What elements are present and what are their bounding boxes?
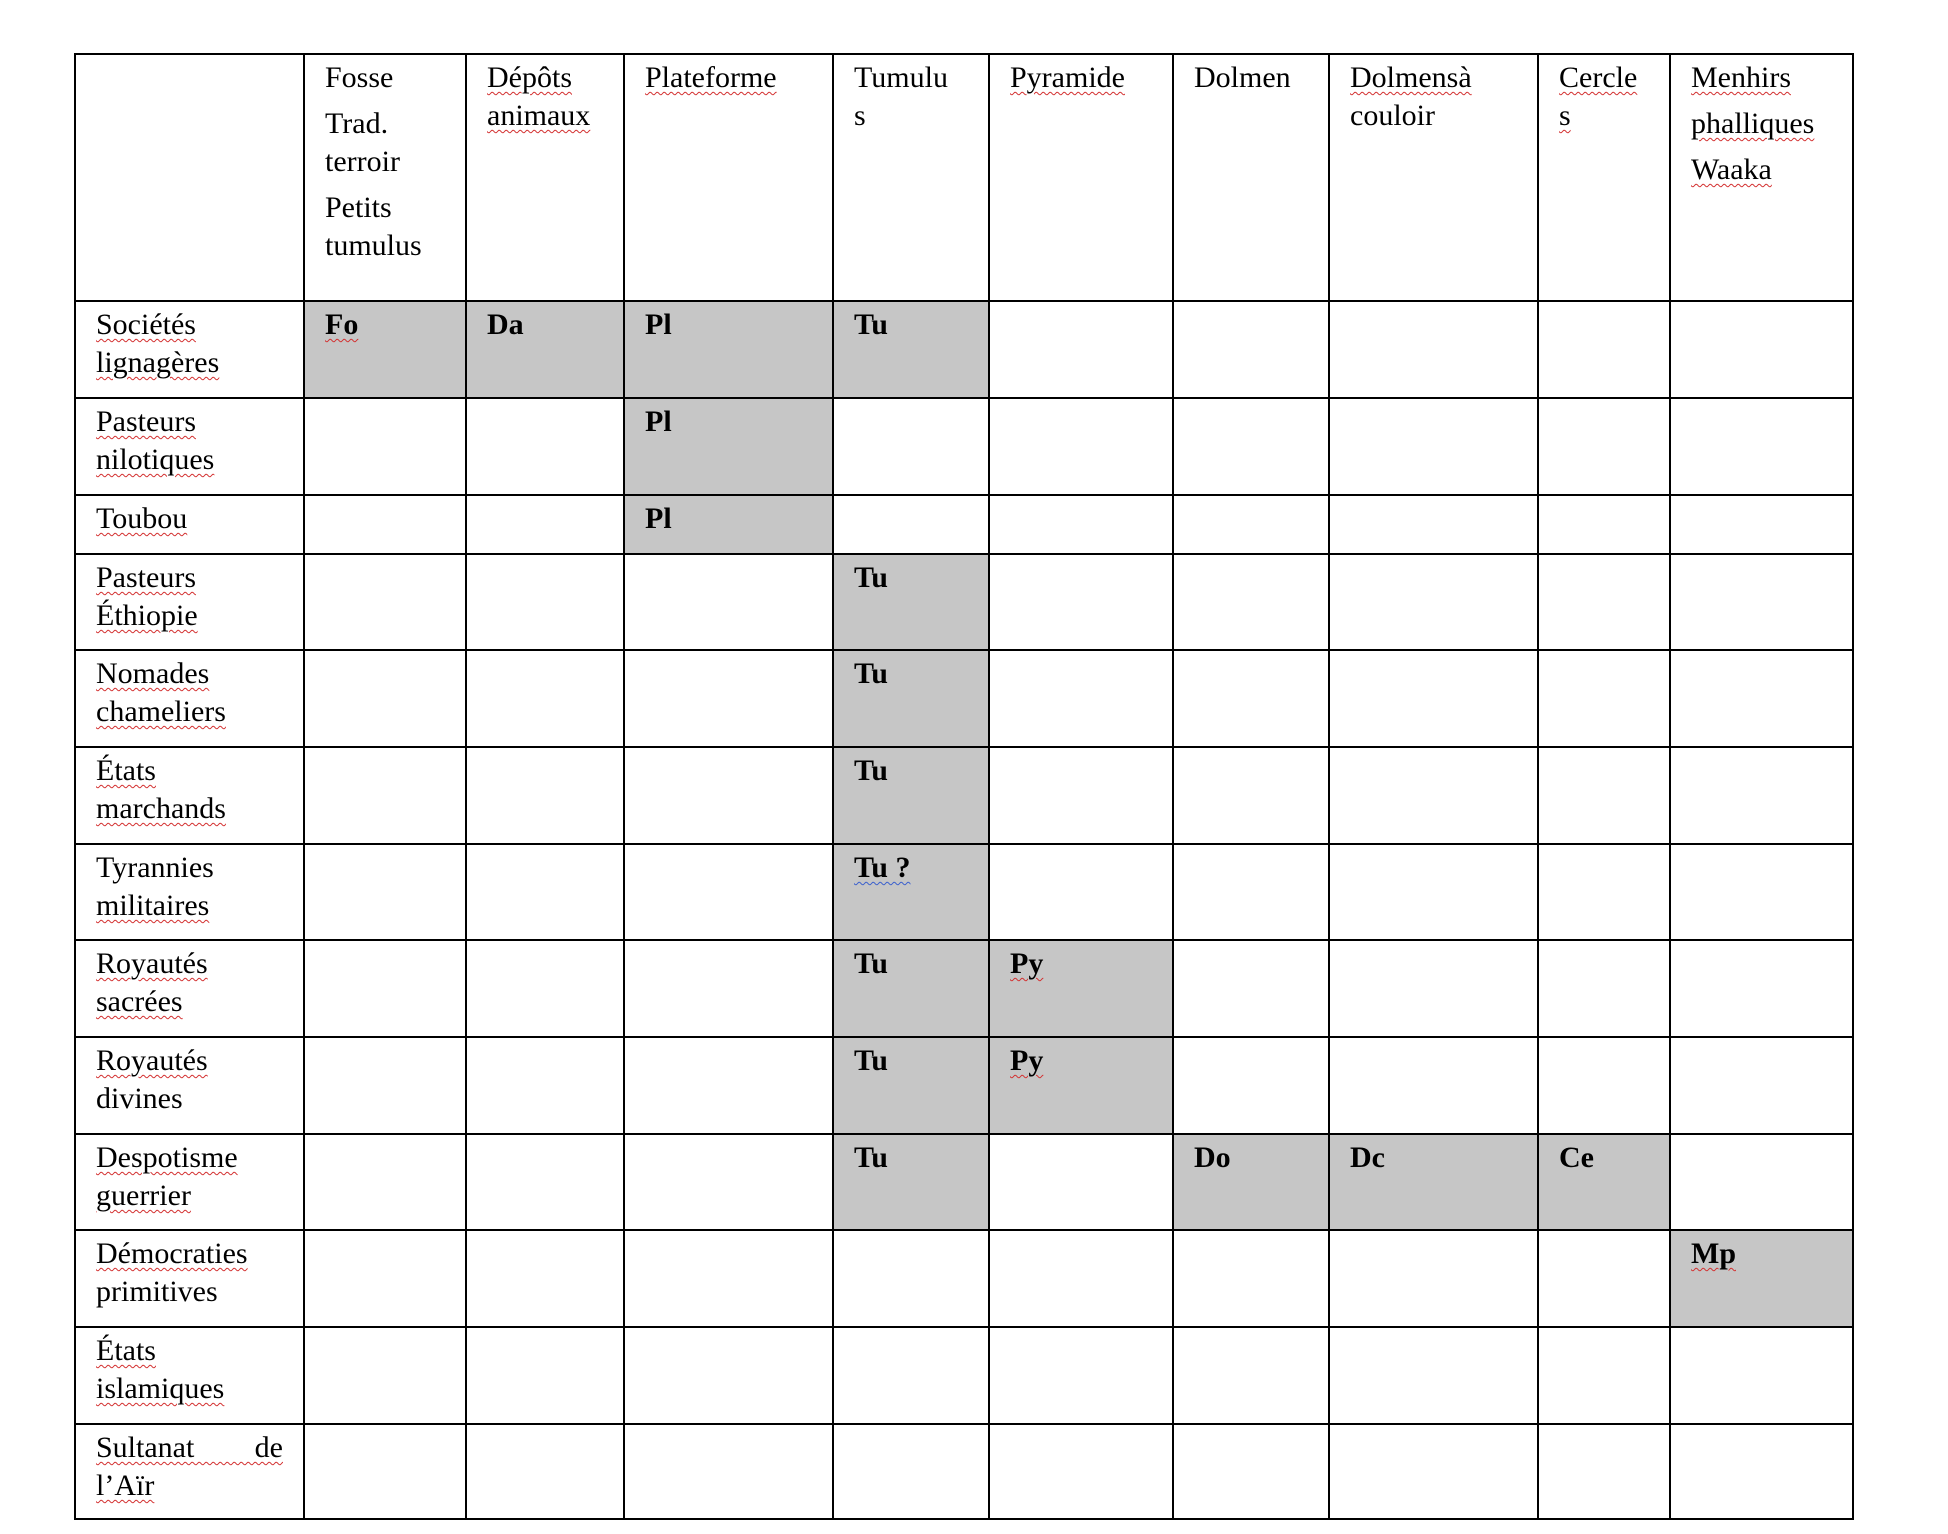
row-label-line: Pasteurs bbox=[96, 561, 196, 594]
row-label bbox=[75, 554, 304, 650]
row-label-line: Toubou bbox=[96, 502, 188, 535]
table-cell bbox=[1173, 650, 1329, 747]
table-cell bbox=[1173, 1037, 1329, 1134]
table-cell bbox=[1670, 1134, 1853, 1230]
table-cell bbox=[1670, 844, 1853, 940]
row-label bbox=[75, 1424, 304, 1519]
header-line: Menhirs bbox=[1691, 61, 1791, 94]
table-cell bbox=[1329, 398, 1538, 495]
cell-mark: Py bbox=[1010, 947, 1044, 980]
col-header-dolmens-couloir bbox=[1329, 54, 1538, 301]
table-cell bbox=[1329, 940, 1538, 1037]
row-label-line: sacrées bbox=[96, 985, 183, 1018]
table-cell bbox=[1670, 1230, 1853, 1327]
table-cell bbox=[624, 844, 833, 940]
table-cell bbox=[624, 940, 833, 1037]
table-cell bbox=[1329, 1037, 1538, 1134]
row-label-line: divines bbox=[96, 1082, 183, 1115]
table-cell bbox=[466, 398, 624, 495]
corner-cell bbox=[75, 54, 304, 301]
cell-mark: Tu bbox=[854, 657, 888, 690]
col-header-depots bbox=[466, 54, 624, 301]
cell-mark: Pl bbox=[645, 502, 672, 535]
table-cell bbox=[624, 1327, 833, 1424]
row-label-line: militaires bbox=[96, 889, 210, 922]
row-label-line: primitives bbox=[96, 1275, 218, 1308]
header-line: s bbox=[854, 99, 866, 132]
table-row bbox=[75, 1327, 1853, 1424]
table-cell bbox=[833, 398, 989, 495]
table-cell bbox=[624, 554, 833, 650]
table-cell bbox=[833, 650, 989, 747]
table-cell bbox=[1538, 554, 1670, 650]
cell-mark: Tu bbox=[854, 1141, 888, 1174]
table-cell bbox=[833, 1037, 989, 1134]
cell-mark: Pl bbox=[645, 405, 672, 438]
header-line: Petits bbox=[325, 191, 392, 224]
header-line: s bbox=[1559, 99, 1571, 132]
table-cell bbox=[1670, 940, 1853, 1037]
row-label bbox=[75, 1327, 304, 1424]
table-row bbox=[75, 1230, 1853, 1327]
row-label-line: Éthiopie bbox=[96, 599, 198, 632]
table-cell bbox=[1538, 301, 1670, 398]
table-cell bbox=[1670, 495, 1853, 554]
table-cell bbox=[304, 650, 466, 747]
row-label-line: Royautés bbox=[96, 947, 208, 980]
table-cell bbox=[989, 1230, 1173, 1327]
cell-mark: Ce bbox=[1559, 1141, 1594, 1174]
table-cell bbox=[624, 495, 833, 554]
table-row bbox=[75, 650, 1853, 747]
table-cell bbox=[1173, 1327, 1329, 1424]
col-header-pyramide bbox=[989, 54, 1173, 301]
row-label-line: lignagères bbox=[96, 346, 220, 379]
table-cell bbox=[466, 1230, 624, 1327]
table-cell bbox=[833, 1424, 989, 1519]
table-cell bbox=[304, 301, 466, 398]
table-cell bbox=[989, 747, 1173, 844]
table-cell bbox=[989, 1327, 1173, 1424]
table-cell bbox=[624, 1134, 833, 1230]
table-cell bbox=[466, 747, 624, 844]
row-label bbox=[75, 940, 304, 1037]
table-cell bbox=[466, 1134, 624, 1230]
cell-mark: Da bbox=[487, 308, 524, 341]
col-header-dolmen bbox=[1173, 54, 1329, 301]
header-line: couloir bbox=[1350, 99, 1435, 132]
col-header-tumulus bbox=[833, 54, 989, 301]
row-label-line: nilotiques bbox=[96, 443, 215, 476]
cell-mark: Tu bbox=[854, 754, 888, 787]
row-label bbox=[75, 650, 304, 747]
header-line: Cercle bbox=[1559, 61, 1638, 94]
table-cell bbox=[1173, 554, 1329, 650]
table-row bbox=[75, 495, 1853, 554]
row-label-line: Despotisme bbox=[96, 1141, 238, 1174]
table-cell bbox=[833, 940, 989, 1037]
table-cell bbox=[833, 1230, 989, 1327]
header-line: Plateforme bbox=[645, 61, 777, 94]
table-cell bbox=[1538, 1134, 1670, 1230]
table-cell bbox=[466, 1037, 624, 1134]
table-cell bbox=[1670, 1327, 1853, 1424]
table-cell bbox=[304, 747, 466, 844]
table-cell bbox=[1670, 301, 1853, 398]
table-cell bbox=[304, 554, 466, 650]
header-row bbox=[75, 54, 1853, 301]
table-cell bbox=[1329, 650, 1538, 747]
cell-mark: Dc bbox=[1350, 1141, 1385, 1174]
row-label-line: l’Aïr bbox=[96, 1469, 155, 1502]
table-cell bbox=[304, 1037, 466, 1134]
table-cell bbox=[989, 940, 1173, 1037]
row-label-line: Démocraties bbox=[96, 1237, 248, 1270]
table-cell bbox=[833, 1327, 989, 1424]
row-label-line: chameliers bbox=[96, 695, 226, 728]
table-row bbox=[75, 940, 1853, 1037]
cell-mark: Py bbox=[1010, 1044, 1044, 1077]
table-row bbox=[75, 844, 1853, 940]
table-cell bbox=[1329, 1327, 1538, 1424]
table-cell bbox=[1670, 398, 1853, 495]
table-row bbox=[75, 1037, 1853, 1134]
table-cell bbox=[466, 1327, 624, 1424]
table-cell bbox=[624, 1230, 833, 1327]
table-cell bbox=[833, 1134, 989, 1230]
table-cell bbox=[1173, 1424, 1329, 1519]
table-cell bbox=[466, 301, 624, 398]
table-cell bbox=[304, 495, 466, 554]
row-label-line: Royautés bbox=[96, 1044, 208, 1077]
cell-mark: Tu bbox=[854, 1044, 888, 1077]
row-label-line: Nomades bbox=[96, 657, 210, 690]
table-cell bbox=[1329, 554, 1538, 650]
table-cell bbox=[624, 1037, 833, 1134]
table-cell bbox=[1670, 747, 1853, 844]
monument-society-table bbox=[74, 53, 1854, 1520]
table-row bbox=[75, 554, 1853, 650]
row-label bbox=[75, 398, 304, 495]
table-cell bbox=[1538, 844, 1670, 940]
table-cell bbox=[304, 398, 466, 495]
row-label bbox=[75, 1037, 304, 1134]
row-label-line: États bbox=[96, 754, 156, 787]
table-cell bbox=[989, 1424, 1173, 1519]
table-cell bbox=[304, 1424, 466, 1519]
table-cell bbox=[1670, 554, 1853, 650]
header-line: Dolmen bbox=[1194, 61, 1291, 94]
table-cell bbox=[304, 844, 466, 940]
table-cell bbox=[1538, 747, 1670, 844]
row-label bbox=[75, 1134, 304, 1230]
cell-mark: Pl bbox=[645, 308, 672, 341]
row-label-line: Sultanat de bbox=[96, 1431, 283, 1464]
table-cell bbox=[1538, 940, 1670, 1037]
header-line: Tumulu bbox=[854, 61, 948, 94]
cell-mark: Tu bbox=[854, 947, 888, 980]
table-cell bbox=[466, 650, 624, 747]
row-label bbox=[75, 844, 304, 940]
table-cell bbox=[624, 301, 833, 398]
table-cell bbox=[304, 1134, 466, 1230]
row-label-line: guerrier bbox=[96, 1179, 191, 1212]
table-cell bbox=[624, 1424, 833, 1519]
table-cell bbox=[1538, 1327, 1670, 1424]
table-row bbox=[75, 1134, 1853, 1230]
table-cell bbox=[1670, 650, 1853, 747]
table-cell bbox=[624, 398, 833, 495]
table-cell bbox=[1538, 398, 1670, 495]
row-label bbox=[75, 301, 304, 398]
col-header-plateforme bbox=[624, 54, 833, 301]
table-cell bbox=[1670, 1037, 1853, 1134]
header-line: tumulus bbox=[325, 229, 422, 262]
table-cell bbox=[1173, 495, 1329, 554]
table-cell bbox=[989, 398, 1173, 495]
header-line: phalliques bbox=[1691, 107, 1815, 140]
table-cell bbox=[1538, 1424, 1670, 1519]
table-cell bbox=[1173, 398, 1329, 495]
table-cell bbox=[1329, 747, 1538, 844]
cell-mark: Tu bbox=[854, 308, 888, 341]
table-cell bbox=[1538, 1037, 1670, 1134]
table-cell bbox=[833, 301, 989, 398]
header-line: Pyramide bbox=[1010, 61, 1125, 94]
col-header-menhirs bbox=[1670, 54, 1853, 301]
table-cell bbox=[466, 940, 624, 1037]
table-cell bbox=[304, 940, 466, 1037]
table-cell bbox=[1329, 1134, 1538, 1230]
table-cell bbox=[989, 495, 1173, 554]
cell-mark: Fo bbox=[325, 308, 359, 341]
row-label-line: Pasteurs bbox=[96, 405, 196, 438]
table-cell bbox=[466, 844, 624, 940]
row-label bbox=[75, 747, 304, 844]
table-cell bbox=[624, 747, 833, 844]
table-cell bbox=[833, 495, 989, 554]
table-cell bbox=[1173, 940, 1329, 1037]
table-cell bbox=[1670, 1424, 1853, 1519]
table-cell bbox=[466, 1424, 624, 1519]
col-header-cercles bbox=[1538, 54, 1670, 301]
row-label bbox=[75, 495, 304, 554]
row-label-line: islamiques bbox=[96, 1372, 225, 1405]
table-cell bbox=[1538, 495, 1670, 554]
table-cell bbox=[304, 1327, 466, 1424]
table-cell bbox=[989, 301, 1173, 398]
header-line: Dolmensà bbox=[1350, 61, 1472, 94]
table-cell bbox=[989, 554, 1173, 650]
table-cell bbox=[466, 554, 624, 650]
table-cell bbox=[1173, 747, 1329, 844]
cell-mark: Mp bbox=[1691, 1237, 1736, 1270]
table-cell bbox=[1329, 301, 1538, 398]
table-cell bbox=[1329, 1230, 1538, 1327]
table-cell bbox=[989, 1134, 1173, 1230]
header-line: Waaka bbox=[1691, 153, 1772, 186]
table-cell bbox=[304, 1230, 466, 1327]
table-cell bbox=[466, 495, 624, 554]
header-line: Trad. bbox=[325, 107, 389, 140]
table-row bbox=[75, 1424, 1853, 1519]
header-line: Dépôts bbox=[487, 61, 572, 94]
row-label-line: Tyrannies bbox=[96, 851, 214, 884]
table-cell bbox=[989, 650, 1173, 747]
table-cell bbox=[833, 554, 989, 650]
table-cell bbox=[1329, 1424, 1538, 1519]
table-cell bbox=[1173, 1230, 1329, 1327]
header-line: Fosse bbox=[325, 61, 394, 94]
table-cell bbox=[1329, 495, 1538, 554]
cell-mark: Do bbox=[1194, 1141, 1231, 1174]
row-label-line: marchands bbox=[96, 792, 226, 825]
header-line: terroir bbox=[325, 145, 400, 178]
table-cell bbox=[624, 650, 833, 747]
col-header-fosse bbox=[304, 54, 466, 301]
table-cell bbox=[989, 844, 1173, 940]
row-label-line: Sociétés bbox=[96, 308, 196, 341]
row-label bbox=[75, 1230, 304, 1327]
table-cell bbox=[1173, 1134, 1329, 1230]
table-cell bbox=[989, 1037, 1173, 1134]
table-row bbox=[75, 398, 1853, 495]
cell-mark: Tu ? bbox=[854, 851, 911, 884]
table-row bbox=[75, 747, 1853, 844]
table-row bbox=[75, 301, 1853, 398]
table-cell bbox=[833, 747, 989, 844]
row-label-line: États bbox=[96, 1334, 156, 1367]
table-cell bbox=[1538, 650, 1670, 747]
table-cell bbox=[1329, 844, 1538, 940]
table-cell bbox=[1173, 844, 1329, 940]
table-cell bbox=[1173, 301, 1329, 398]
header-line: animaux bbox=[487, 99, 591, 132]
cell-mark: Tu bbox=[854, 561, 888, 594]
table-cell bbox=[1538, 1230, 1670, 1327]
table-cell bbox=[833, 844, 989, 940]
